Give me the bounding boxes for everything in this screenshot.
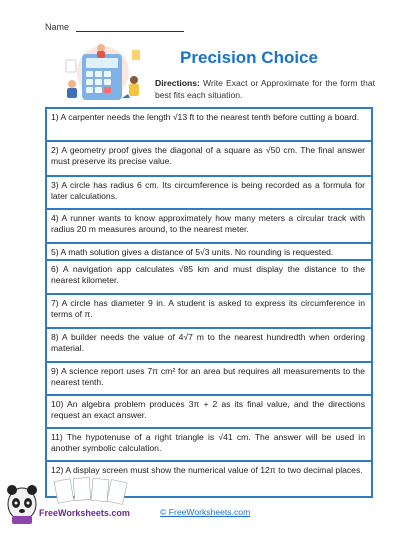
logo-wordmark: FreeWorksheets.com	[39, 508, 130, 518]
footer-link[interactable]: © FreeWorksheets.com	[160, 507, 251, 517]
question-item: 11) The hypotenuse of a right triangle is √41 cm. The answer will be used in another symbolic calculation.	[47, 429, 371, 462]
question-item: 10) An algebra problem produces 3π + 2 as its final value, and the directions request an exact answer.	[47, 396, 371, 429]
name-field-row	[45, 22, 184, 32]
question-item: 4) A runner wants to know approximately how many meters a circular track with radius 20 m measures around, to the nearest meter.	[47, 210, 371, 244]
question-item: 1) A carpenter needs the length √13 ft to the nearest tenth before cutting a board.	[47, 109, 371, 142]
name-label: Name	[45, 22, 70, 32]
directions-label: Directions:	[155, 78, 200, 88]
worksheet-title: Precision Choice	[180, 48, 318, 67]
question-item: 12) A display screen must show the numerical value of 12π to two decimal places.	[51, 465, 363, 475]
question-item: 2) A geometry proof gives the diagonal of a square as √50 cm. The final answer must preserve its precise value.	[47, 142, 371, 177]
question-item: 6) A navigation app calculates √85 km and must display the distance to the nearest kilometer.	[47, 261, 371, 295]
directions	[155, 78, 375, 101]
directions-text: Write Exact or Approximate for the form that best fits each situation.	[155, 78, 375, 100]
question-item: 3) A circle has radius 6 cm. Its circumference is being recorded as a formula for later calculations.	[47, 177, 371, 210]
questions-box	[45, 107, 373, 498]
calculator-illustration	[58, 40, 148, 102]
question-item: 5) A math solution gives a distance of 5√3 units. No rounding is requested.	[47, 244, 371, 261]
question-item: 8) A builder needs the value of 4√7 m to the nearest hundredth when ordering material.	[47, 329, 371, 363]
question-item: 9) A science report uses 7π cm² for an area but requires all measurements to the nearest tenth.	[47, 363, 371, 396]
name-blank-line[interactable]	[76, 22, 184, 32]
freeworksheets-logo	[6, 476, 156, 536]
question-item: 7) A circle has diameter 9 in. A student is asked to express its circumference in terms of π.	[47, 295, 371, 329]
